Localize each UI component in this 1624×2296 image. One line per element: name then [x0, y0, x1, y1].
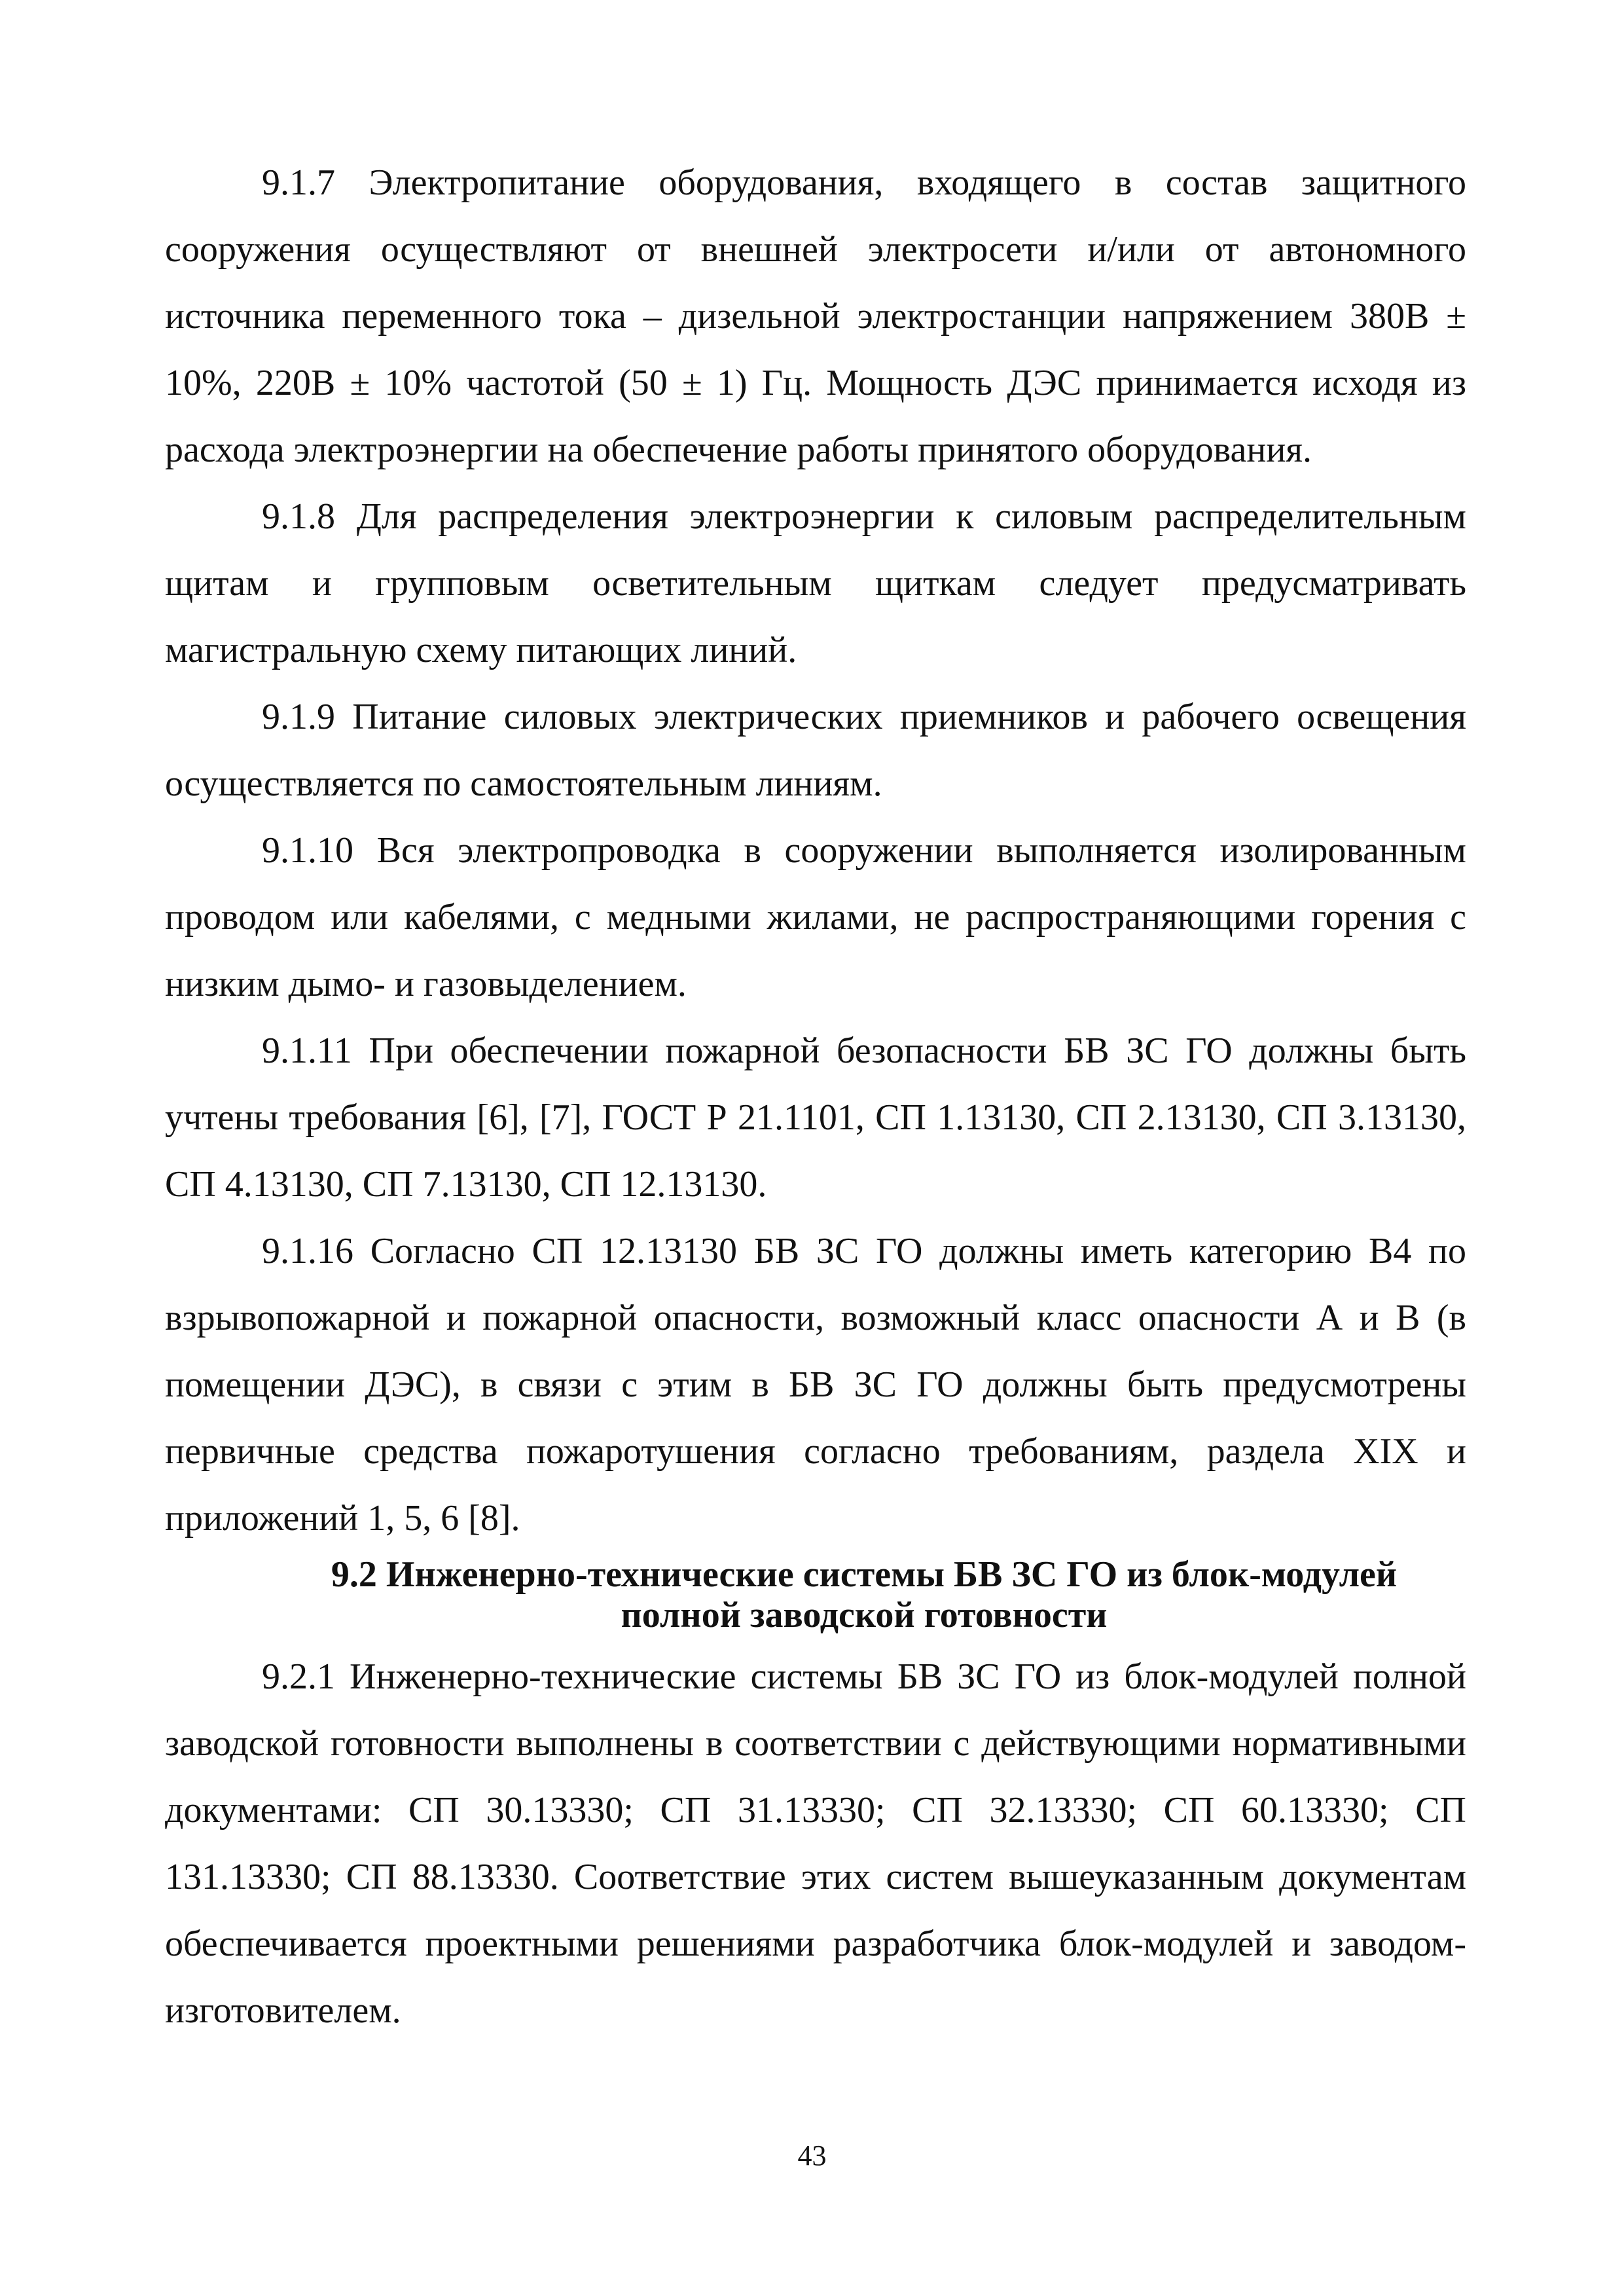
section-heading-line-1: 9.2 Инженерно-технические системы БВ ЗС ГО из блок-модулей — [331, 1554, 1398, 1595]
paragraph-9-1-10: 9.1.10 Вся электропроводка в сооружении выполняется изолированным проводом или кабелями, с медными жилами, не распространяющими горения с низким дымо- и газовыделением. — [165, 830, 1466, 1004]
paragraph-9-1-7: 9.1.7 Электропитание оборудования, входящего в состав защитного сооружения осуществляют от внешней электросети и/или от автономного источника переменного тока – дизельной электростанции напряжением 380В ± 10%, 220В ± 10% частотой (50 ± 1) Гц. Мощность ДЭС принимается исходя из расхода электроэнергии на обеспечение работы принятого оборудования. — [165, 162, 1466, 470]
paragraph-9-1-9: 9.1.9 Питание силовых электрических приемников и рабочего освещения осуществляется по самостоятельным линиям. — [165, 697, 1466, 804]
document-page — [165, 149, 1466, 2044]
paragraph-9-1-8: 9.1.8 Для распределения электроэнергии к силовым распределительным щитам и групповым осветительным щиткам следует предусматривать магистральную схему питающих линий. — [165, 496, 1466, 670]
paragraph-9-2-1: 9.2.1 Инженерно-технические системы БВ ЗС ГО из блок-модулей полной заводской готовности выполнены в соответствии с действующими нормативными документами: СП 30.13330; СП 31.13330; СП 32.13330; СП 60.13330; СП 131.13330; СП 88.13330. Соответствие этих систем вышеуказанным документам обеспечивается проектными решениями разработчика блок-модулей и заводом-изготовителем. — [165, 1656, 1466, 2031]
paragraph-9-1-16: 9.1.16 Согласно СП 12.13130 БВ ЗС ГО должны иметь категорию В4 по взрывопожарной и пожарной опасности, возможный класс опасности А и В (в помещении ДЭС), в связи с этим в БВ ЗС ГО должны быть предусмотрены первичные средства пожаротушения согласно требованиям, раздела XIX и приложений 1, 5, 6 [8]. — [165, 1231, 1466, 1539]
page-number: 43 — [797, 2140, 827, 2172]
section-heading-9-2 — [165, 1554, 1466, 1635]
section-heading-line-2: полной заводской готовности — [621, 1595, 1108, 1635]
paragraph-9-1-11: 9.1.11 При обеспечении пожарной безопасности БВ ЗС ГО должны быть учтены требования [6], [7], ГОСТ Р 21.1101, СП 1.13130, СП 2.13130, СП 3.13130, СП 4.13130, СП 7.13130, СП 12.13130. — [165, 1030, 1466, 1205]
